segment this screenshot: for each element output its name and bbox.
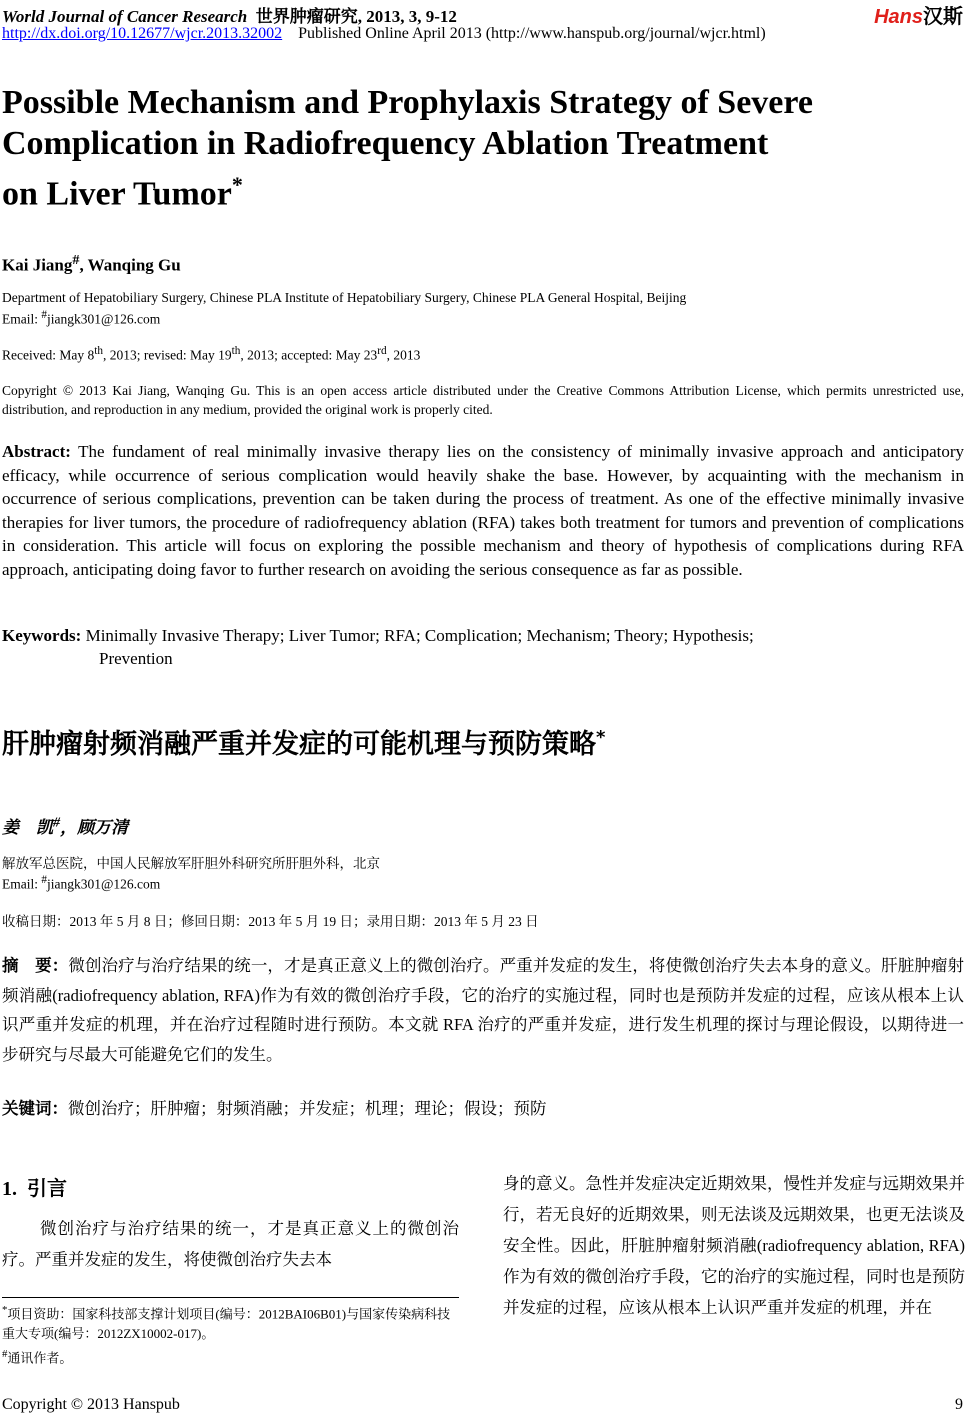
copyright-notice: Copyright © 2013 Kai Jiang, Wanqing Gu. This is an open access article distributed under the Creative Commons Attribution License, which permits unrestricted use, distribution, and reproduction in any medium, provided the original work is properly cited. (2, 383, 964, 417)
abstract: Abstract: The fundament of real minimally invasive therapy lies on the consistency of minimally invasive approach and anticipatory efficacy, while occurrence of serious complication would heavily shake the base. However, by acquainting with the mechanism in occurrence of serious complications, prevention can be taken during the process of treatment. As one of the effective minimally invasive therapies for liver tumors, the procedure of radiofrequency ablation (RFA) takes both treatment for tumors and prevention of complications in consideration. This article will focus on exploring the possible mechanism and theory of hypothesis of complications during RFA approach, anticipating doing favor to further research on avoiding the serious consequence as far as possible. (2, 442, 964, 579)
paper-title: Possible Mechanism and Prophylaxis Strategy of Severe Complication in Radiofrequency Ablation Treatment on Liver Tumor* (2, 84, 813, 213)
affiliation: Department of Hepatobiliary Surgery, Chinese PLA Institute of Hepatobiliary Surgery, Chinese PLA General Hospital, Beijing (2, 290, 687, 305)
chinese-keywords: 关键词：微创治疗；肝肿瘤；射频消融；并发症；机理；理论；假设；预防 (2, 1099, 547, 1118)
email: Email: #jiangk301@126.com (2, 309, 161, 327)
page-number: 9 (955, 1396, 963, 1413)
keywords: Keywords: Minimally Invasive Therapy; Liver Tumor; RFA; Complication; Mechanism; Theory; Hypothesis; Prevention (2, 626, 754, 668)
authors: Kai Jiang#, Wanqing Gu (2, 252, 181, 275)
chinese-title: 肝肿瘤射频消融严重并发症的可能机理与预防策略* (2, 727, 606, 760)
chinese-dates: 收稿日期：2013 年 5 月 8 日；修回日期：2013 年 5 月 19 日；录用日期：2013 年 5 月 23 日 (2, 914, 539, 929)
doi-link[interactable]: http://dx.doi.org/10.12677/wjcr.2013.32002 (2, 25, 283, 42)
footnote-divider (2, 1297, 459, 1298)
body-right-column: 身的意义。急性并发症决定近期效果，慢性并发症与远期效果并行，若无良好的近期效果，则无法谈及远期效果，也更无法谈及安全性。因此，肝脏肿瘤射频消融(radiofrequency ablation, RFA)作为有效的微创治疗手段，它的治疗的实施过程，同时也是预防并发症的过程，应该从根本上认识严重并发症的机理，并在 (503, 1174, 965, 1317)
footnotes: *项目资助：国家科技部支撑计划项目(编号：2012BAI06B01)与国家传染病科技重大专项(编号：2012ZX10002-017)。 #通讯作者。 (2, 1304, 451, 1366)
body-left-column: 微创治疗与治疗结果的统一，才是真正意义上的微创治疗。严重并发症的发生，将使微创治疗失去本 (2, 1219, 459, 1269)
journal-header: World Journal of Cancer Research 世界肿瘤研究, 2013, 3, 9-12 (2, 7, 457, 26)
received-dates: Received: May 8th, 2013; revised: May 19th, 2013; accepted: May 23rd, 2013 (2, 345, 421, 363)
section-heading: 1. 引言 (2, 1178, 67, 1200)
chinese-affiliation: 解放军总医院，中国人民解放军肝胆外科研究所肝胆外科，北京 (2, 856, 380, 871)
chinese-email: Email: #jiangk301@126.com (2, 874, 161, 892)
doi-line: http://dx.doi.org/10.12677/wjcr.2013.32002 Published Online April 2013 (http://www.hanspub.org/journal/wjcr.html) (2, 25, 766, 42)
footer-copyright: Copyright © 2013 Hanspub (2, 1396, 180, 1413)
chinese-abstract: 摘 要：微创治疗与治疗结果的统一，才是真正意义上的微创治疗。严重并发症的发生，将使微创治疗失去本身的意义。肝脏肿瘤射频消融(radiofrequency ablation, RFA)作为有效的微创治疗手段，它的治疗的实施过程，同时也是预防并发症的过程，应该从根本上认识严重并发症的机理，并在治疗过程随时进行预防。本文就 RFA 治疗的严重并发症，进行发生机理的探讨与理论假设，以期待进一步研究与尽最大可能避免它们的发生。 (2, 956, 965, 1064)
chinese-authors: 姜 凯#，顾万清 (2, 814, 129, 837)
hans-logo: Hans汉斯 (874, 6, 963, 28)
